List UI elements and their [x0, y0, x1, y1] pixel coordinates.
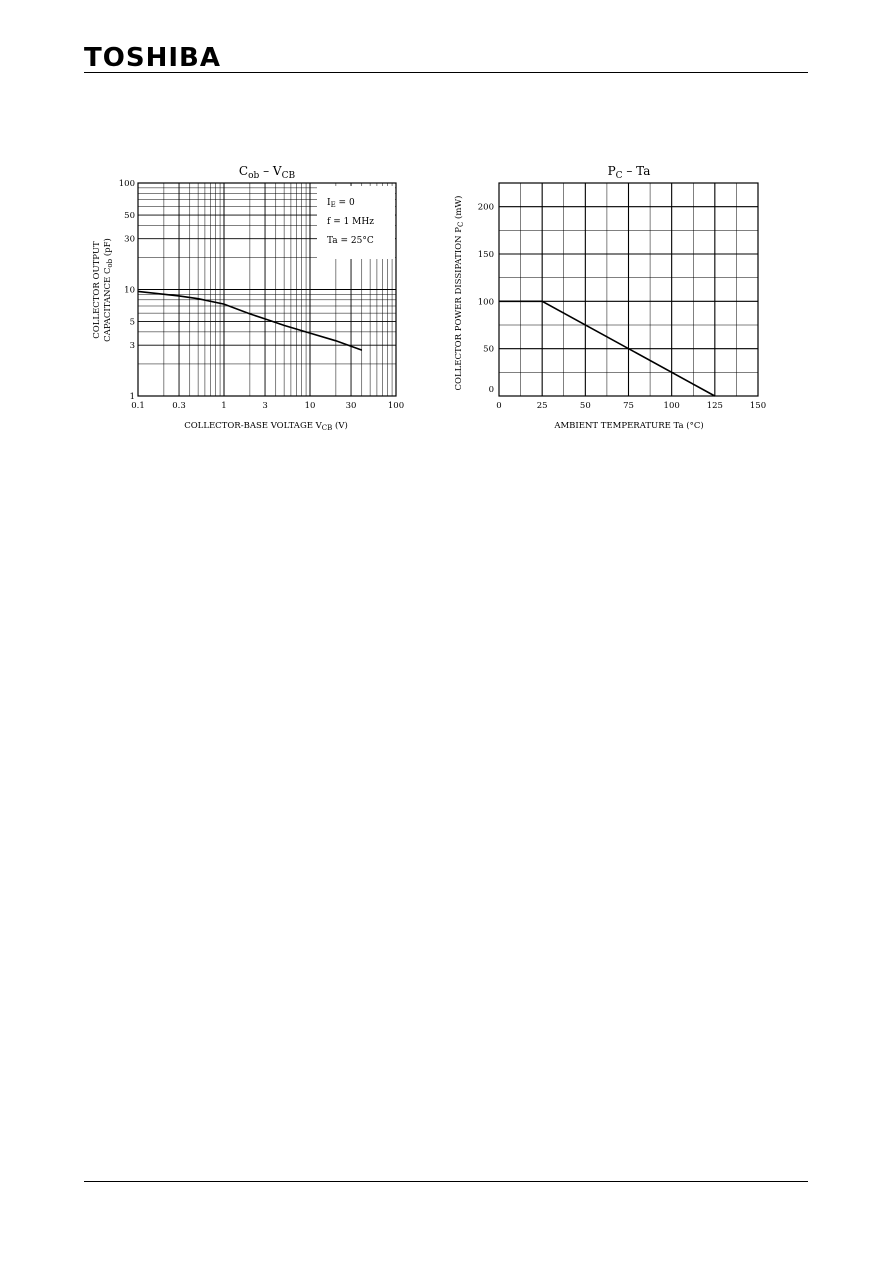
pc-y-tick-label: 200	[477, 202, 494, 213]
pc-x-tick-label: 75	[623, 401, 634, 411]
cob-annotation-ta: Ta = 25°C	[327, 236, 374, 246]
cob-annotation-ie: $I_E = 0$	[327, 198, 355, 209]
toshiba-logo: TOSHIBA	[84, 43, 221, 73]
cob-x-tick-label: 0.3	[172, 401, 186, 411]
pc-y-tick-label: 150	[477, 250, 494, 260]
cob-chart-title: $C_{ob} - V_{CB}$	[238, 164, 296, 181]
cob-annotation-f: f = 1 MHz	[327, 217, 374, 227]
cob-y-tick-label: 30	[124, 234, 135, 245]
cob-x-tick-label: 10	[304, 401, 316, 411]
cob-vcb-chart	[92, 164, 404, 432]
pc-x-tick-label: 50	[579, 401, 591, 411]
pc-grid	[499, 183, 758, 396]
cob-y-tick-label: 10	[124, 285, 135, 296]
pc-ta-chart	[453, 164, 766, 431]
cob-x-tick-label: 30	[345, 401, 357, 411]
pc-y-tick-label: 0	[488, 385, 494, 395]
cob-x-axis-label: COLLECTOR-BASE VOLTAGE $V_{CB}$ (V)	[184, 421, 348, 432]
cob-y-tick-label: 1	[129, 392, 135, 402]
pc-chart-title: $P_C$ – Ta	[607, 164, 651, 181]
cob-x-tick-label: 1	[221, 401, 227, 411]
cob-x-tick-label: 0.1	[131, 401, 145, 411]
cob-y-axis-label-line2: CAPACITANCE $C_{ob}$ (pF)	[103, 238, 114, 342]
pc-x-tick-label: 0	[496, 401, 502, 411]
pc-x-tick-label: 100	[663, 401, 680, 411]
cob-y-tick-label: 5	[129, 317, 135, 328]
pc-x-axis-label: AMBIENT TEMPERATURE Ta (°C)	[554, 421, 704, 431]
pc-x-tick-labels	[496, 401, 766, 411]
pc-y-tick-label: 50	[483, 344, 494, 355]
cob-y-tick-label: 50	[124, 211, 135, 222]
pc-x-tick-label: 125	[706, 401, 723, 411]
cob-y-tick-labels	[119, 179, 135, 402]
pc-x-tick-label: 150	[749, 401, 767, 411]
cob-y-tick-label: 3	[129, 341, 135, 352]
cob-x-tick-label: 100	[387, 401, 405, 411]
pc-y-axis-label: COLLECTOR POWER DISSIPATION $P_C$ (mW)	[454, 195, 465, 391]
cob-x-tick-labels	[131, 401, 404, 411]
pc-y-tick-label: 100	[477, 297, 494, 308]
cob-x-tick-label: 3	[262, 401, 268, 411]
pc-x-tick-label: 25	[536, 401, 548, 411]
pc-y-tick-labels	[478, 203, 494, 395]
cob-y-axis-label-line1: COLLECTOR OUTPUT	[92, 241, 102, 339]
cob-y-tick-label: 100	[118, 179, 135, 189]
